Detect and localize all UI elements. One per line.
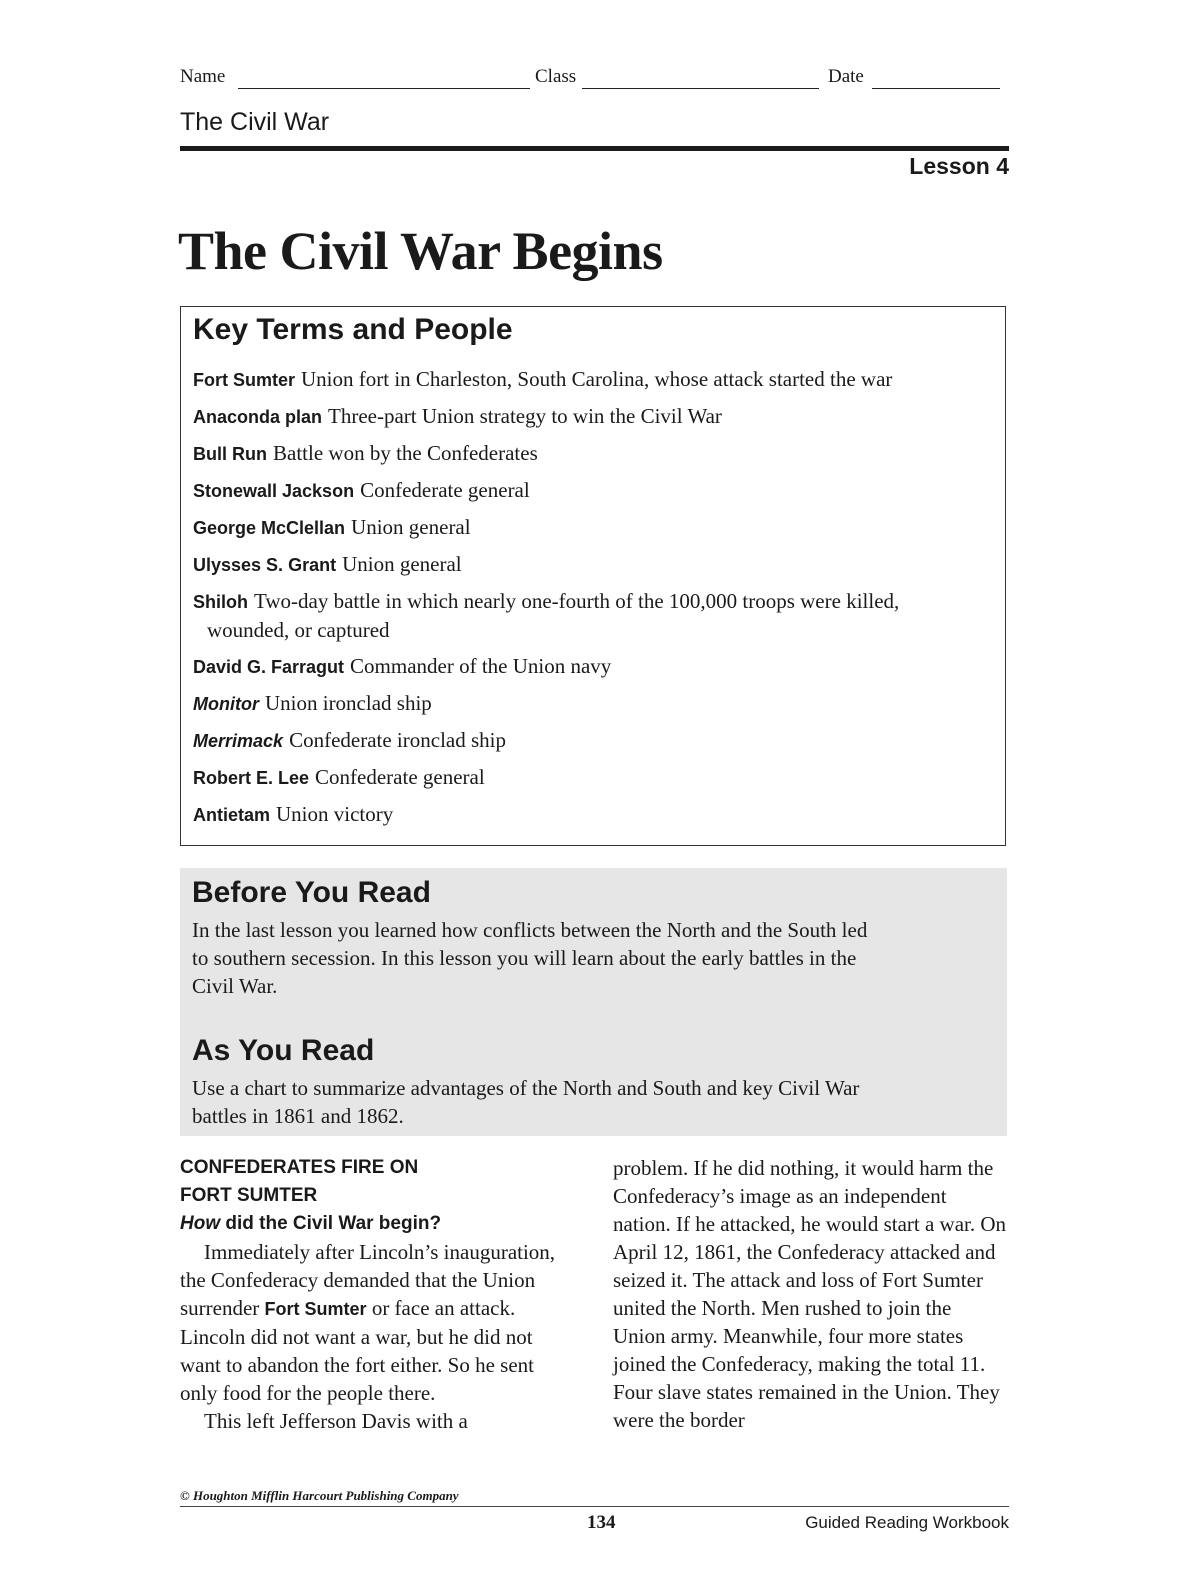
section-question: [180, 1210, 575, 1238]
key-term-item: [193, 652, 983, 681]
key-term-item: [193, 365, 983, 394]
question-text: did the Civil War begin?: [220, 1213, 442, 1234]
key-term-item: [193, 689, 983, 718]
term-definition: Confederate general: [315, 765, 485, 789]
as-you-read-text: Use a chart to summarize advantages of the North and South and key Civil War battles in 1861 and 1862.: [192, 1076, 860, 1128]
right-column: [613, 1154, 1008, 1434]
key-term-item: [193, 763, 983, 792]
paragraph-text: Immediately after Lincoln’s inauguration, the Confederacy demanded that the Union surrender: [180, 1240, 556, 1320]
key-term-item: [193, 550, 983, 579]
paragraph-text: or face an attack. Lincoln did not want a war, but he did not want to abandon the fort either. So he sent only food for the people there.: [180, 1296, 534, 1405]
class-label: Class: [535, 66, 577, 87]
term-definition: Union general: [351, 515, 471, 539]
term-definition: Confederate ironclad ship: [289, 728, 506, 752]
body-paragraph: This left Jefferson Davis with a: [204, 1409, 468, 1433]
term-definition: Commander of the Union navy: [350, 654, 612, 678]
date-label: Date: [828, 66, 864, 87]
key-term-item: [193, 726, 983, 755]
section-heading: [180, 1154, 575, 1210]
key-terms-box: [180, 306, 1006, 846]
key-terms-list: [193, 365, 983, 837]
key-term-item: [193, 800, 983, 829]
term-name: George McClellan: [193, 518, 346, 538]
term-name: Shiloh: [193, 592, 248, 612]
before-you-read-heading: Before You Read: [192, 876, 431, 909]
term-definition: Union fort in Charleston, South Carolina, whose attack started the war: [301, 367, 893, 391]
date-blank[interactable]: [872, 88, 1000, 89]
term-definition: Battle won by the Confederates: [273, 441, 538, 465]
body-paragraph: problem. If he did nothing, it would harm the Confederacy’s image as an independent nation. If he attacked, he would start a war. On April 12, 1861, the Confederacy attacked and seized it. The attack and loss of Fort Sumter united the North. Men rushed to join the Union army. Meanwhile, four more states joined the Confederacy, making the total 11. Four slave states remained in the Union. They were the border: [613, 1156, 1007, 1432]
term-definition: Union victory: [276, 802, 394, 826]
term-name: Merrimack: [193, 731, 284, 751]
term-name: Stonewall Jackson: [193, 481, 355, 501]
key-term-item: [193, 476, 983, 505]
name-class-date-line: [180, 66, 1010, 94]
name-label: Name: [180, 66, 226, 87]
lesson-label: Lesson 4: [909, 153, 1009, 179]
key-term-item: [193, 439, 983, 468]
workbook-title: Guided Reading Workbook: [805, 1513, 1009, 1532]
key-term-item: [193, 402, 983, 431]
term-name: Ulysses S. Grant: [193, 555, 337, 575]
reading-guide-box: [180, 868, 1007, 1136]
body-paragraph: [180, 1238, 575, 1407]
term-definition: Union ironclad ship: [264, 691, 432, 715]
term-name: Bull Run: [193, 444, 267, 464]
name-blank[interactable]: [238, 88, 530, 89]
left-column: [180, 1154, 575, 1435]
term-name: Monitor: [193, 694, 259, 714]
page-title: The Civil War Begins: [178, 221, 663, 281]
term-name: Robert E. Lee: [193, 768, 310, 788]
page-number: 134: [587, 1512, 616, 1533]
key-term-item: [193, 587, 983, 644]
term-name: Fort Sumter: [193, 370, 296, 390]
section-heading-line1: CONFEDERATES FIRE ON: [180, 1157, 419, 1178]
term-definition: Union general: [342, 552, 462, 576]
term-definition: Three-part Union strategy to win the Civil War: [328, 404, 722, 428]
key-term-item: [193, 513, 983, 542]
question-emphasis: How: [180, 1213, 221, 1234]
term-name: David G. Farragut: [193, 657, 345, 677]
term-name: Antietam: [193, 805, 271, 825]
term-name: Anaconda plan: [193, 407, 323, 427]
term-definition: Confederate general: [360, 478, 530, 502]
term-definition: Two-day battle in which nearly one-fourth of the 100,000 troops were killed, wounded, or captured: [207, 589, 900, 642]
unit-title: The Civil War: [180, 108, 330, 136]
header-rule: [180, 146, 1009, 151]
before-you-read-text: In the last lesson you learned how conflicts between the North and the South led to southern secession. In this lesson you will learn about the early battles in the Civil War.: [192, 918, 868, 998]
key-term-inline: Fort Sumter: [264, 1299, 367, 1319]
copyright: © Houghton Mifflin Harcourt Publishing Company: [180, 1488, 459, 1503]
key-terms-heading: Key Terms and People: [193, 313, 513, 346]
footer-rule: [180, 1506, 1009, 1507]
as-you-read-heading: As You Read: [192, 1034, 375, 1067]
section-heading-line2: FORT SUMTER: [180, 1185, 318, 1206]
class-blank[interactable]: [582, 88, 819, 89]
